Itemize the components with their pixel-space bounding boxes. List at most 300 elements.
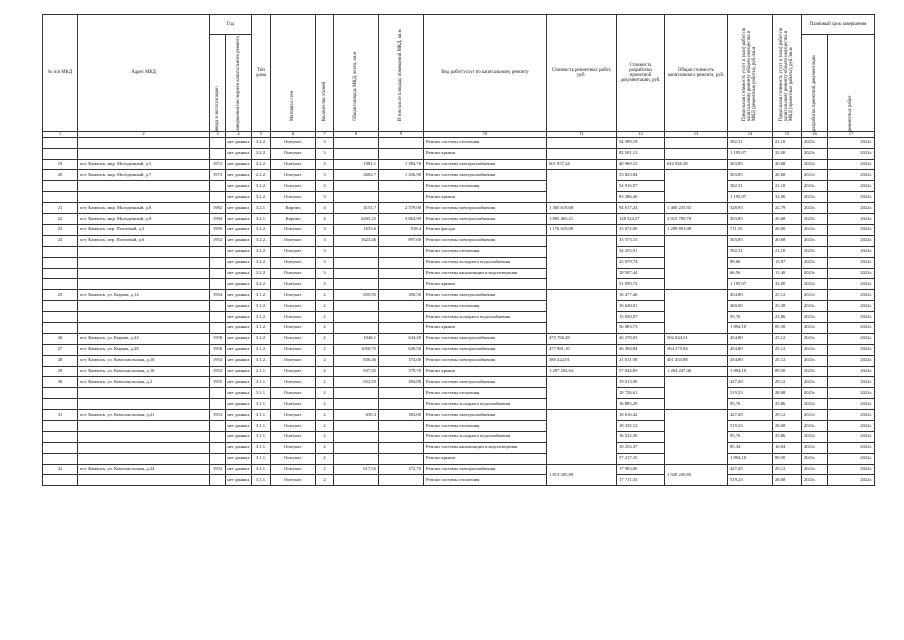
limit-repair-cell: 454,80 bbox=[728, 290, 773, 301]
limit-design-cell: 21,10 bbox=[773, 181, 802, 192]
total-cost-cell bbox=[665, 377, 728, 410]
premises-area-cell bbox=[379, 137, 424, 148]
wall-material-cell: Оштукат. bbox=[271, 431, 316, 442]
header-year-group: Год bbox=[210, 15, 252, 35]
limit-design-cell: 25,12 bbox=[773, 355, 802, 366]
commission-year-cell: 1952 bbox=[210, 235, 226, 246]
design-cost-cell: 19 013,90 bbox=[617, 377, 665, 388]
floors-cell: 2 bbox=[316, 344, 334, 355]
address-cell: пгт. Каменск, пер. Почтовый, д.6 bbox=[78, 235, 210, 246]
limit-repair-cell: 85,34 bbox=[728, 442, 773, 453]
house-type-cell: 3.1.1. bbox=[252, 410, 271, 421]
plan-design-cell: 2021г. bbox=[802, 148, 828, 159]
design-cost-cell: 16 648,01 bbox=[617, 301, 665, 312]
premises-area-cell bbox=[379, 246, 424, 257]
last-repair-cell: нет данных bbox=[226, 137, 252, 148]
plan-repair-cell: 2022г. bbox=[828, 333, 875, 344]
commission-year-cell bbox=[210, 257, 226, 268]
work-type-cell: Ремонт системы холодного водоснабжения bbox=[424, 399, 547, 410]
wall-material-cell: Оштукат. bbox=[271, 301, 316, 312]
premises-area-cell bbox=[379, 148, 424, 159]
work-type-cell: Ремонт системы электроснабжения bbox=[424, 235, 547, 246]
floors-cell: 2 bbox=[316, 453, 334, 464]
limit-repair-cell: 303,85 bbox=[728, 159, 773, 170]
plan-design-cell: 2021г. bbox=[802, 192, 828, 203]
plan-repair-cell: 2022г. bbox=[828, 235, 875, 246]
table-row bbox=[43, 137, 875, 148]
plan-design-cell: 2021г. bbox=[802, 137, 828, 148]
total-cost-cell bbox=[665, 137, 728, 148]
premises-area-cell: 379,70 bbox=[379, 366, 424, 377]
plan-repair-cell: 2022г. bbox=[828, 464, 875, 475]
commission-year-cell: 1958 bbox=[210, 344, 226, 355]
limit-design-cell: 25,12 bbox=[773, 290, 802, 301]
house-type-cell: 3.1.2. bbox=[252, 333, 271, 344]
commission-year-cell bbox=[210, 475, 226, 486]
column-number: 3 bbox=[210, 132, 226, 138]
header-plan-group: Плановый срок завершения bbox=[802, 15, 875, 35]
address-cell bbox=[78, 148, 210, 159]
repair-cost-cell bbox=[547, 148, 617, 159]
house-type-cell: 3.1.1. bbox=[252, 453, 271, 464]
work-type-cell: Ремонт системы отопления bbox=[424, 420, 547, 431]
limit-design-cell: 28,68 bbox=[773, 420, 802, 431]
commission-year-cell: 1952 bbox=[210, 366, 226, 377]
total-area-cell: 4151,7 bbox=[334, 203, 379, 214]
work-type-cell: Ремонт системы электроснабжения bbox=[424, 377, 547, 388]
house-type-cell: 3.2.2. bbox=[252, 181, 271, 192]
column-number: 17 bbox=[828, 132, 875, 138]
premises-area-cell bbox=[379, 181, 424, 192]
premises-area-cell bbox=[379, 312, 424, 323]
design-cost-cell: 18 726,61 bbox=[617, 388, 665, 399]
floors-cell: 2 bbox=[316, 410, 334, 421]
work-type-cell: Ремонт системы отопления bbox=[424, 181, 547, 192]
table-row bbox=[43, 235, 875, 246]
address-cell: пгт. Каменск, ул. Комсомольская, д.16 bbox=[78, 366, 210, 377]
wall-material-cell: Оштукат. bbox=[271, 246, 316, 257]
work-type-cell: Ремонт крыши bbox=[424, 366, 547, 377]
plan-repair-cell: 2022г. bbox=[828, 290, 875, 301]
table-row bbox=[43, 442, 875, 453]
table-row bbox=[43, 224, 875, 235]
limit-design-cell: 89,50 bbox=[773, 453, 802, 464]
address-cell bbox=[78, 181, 210, 192]
header-row-number: № п/п МКД bbox=[43, 15, 78, 132]
limit-design-cell: 13,97 bbox=[773, 257, 802, 268]
limit-repair-cell: 382,31 bbox=[728, 181, 773, 192]
premises-area-cell bbox=[379, 442, 424, 453]
plan-design-cell: 2021г. bbox=[802, 214, 828, 225]
floors-cell: 2 bbox=[316, 399, 334, 410]
design-cost-cell: 94 617,24 bbox=[617, 203, 665, 214]
plan-repair-cell: 2022г. bbox=[828, 246, 875, 257]
design-cost-cell: 18 335,12 bbox=[617, 420, 665, 431]
plan-design-cell: 2021г. bbox=[802, 377, 828, 388]
address-cell: пгт. Каменск, ул. Кирова, д.28 bbox=[78, 344, 210, 355]
address-cell bbox=[78, 312, 210, 323]
limit-repair-cell: 454,80 bbox=[728, 333, 773, 344]
work-type-cell: Ремонт системы электроснабжения bbox=[424, 344, 547, 355]
row-number: 32 bbox=[43, 464, 78, 475]
wall-material-cell: Оштукат. bbox=[271, 181, 316, 192]
floors-cell: 3 bbox=[316, 181, 334, 192]
plan-design-cell: 2021г. bbox=[802, 268, 828, 279]
total-area-cell bbox=[334, 268, 379, 279]
wall-material-cell: Оштукат. bbox=[271, 475, 316, 486]
total-area-cell: 639,3 bbox=[334, 410, 379, 421]
last-repair-cell: нет данных bbox=[226, 322, 252, 333]
column-number: 6 bbox=[271, 132, 316, 138]
house-type-cell: 3.1.2. bbox=[252, 301, 271, 312]
column-number: 10 bbox=[424, 132, 547, 138]
premises-area-cell: 649,50 bbox=[379, 344, 424, 355]
repair-cost-cell: 1 365 618,68 bbox=[547, 203, 617, 214]
design-cost-cell: 40 969,15 bbox=[617, 159, 665, 170]
wall-material-cell: Оштукат. bbox=[271, 224, 316, 235]
plan-repair-cell: 2022г. bbox=[828, 181, 875, 192]
floors-cell: 2 bbox=[316, 355, 334, 366]
work-type-cell: Ремонт крыши bbox=[424, 192, 547, 203]
commission-year-cell: 1972 bbox=[210, 159, 226, 170]
house-type-cell: 3.2.2. bbox=[252, 246, 271, 257]
row-number bbox=[43, 137, 78, 148]
total-area-cell bbox=[334, 388, 379, 399]
commission-year-cell bbox=[210, 268, 226, 279]
limit-repair-cell: 95,76 bbox=[728, 431, 773, 442]
last-repair-cell: нет данных bbox=[226, 203, 252, 214]
wall-material-cell: Оштукат. bbox=[271, 322, 316, 333]
table-row bbox=[43, 301, 875, 312]
commission-year-cell bbox=[210, 388, 226, 399]
repair-cost-cell bbox=[547, 137, 617, 148]
limit-design-cell: 25,12 bbox=[773, 344, 802, 355]
premises-area-cell bbox=[379, 388, 424, 399]
limit-design-cell: 29,12 bbox=[773, 377, 802, 388]
address-cell: пгт. Каменск, ул. Кирова, д.14 bbox=[78, 290, 210, 301]
header-work-type: Вид работ/услуг по капитальному ремонту bbox=[424, 15, 547, 132]
premises-area-cell: 3 864,80 bbox=[379, 214, 424, 225]
commission-year-cell bbox=[210, 246, 226, 257]
work-type-cell: Ремонт системы отопления bbox=[424, 137, 547, 148]
last-repair-cell: нет данных bbox=[226, 453, 252, 464]
last-repair-cell: нет данных bbox=[226, 388, 252, 399]
row-number: 30 bbox=[43, 377, 78, 388]
floors-cell: 2 bbox=[316, 377, 334, 388]
column-number: 2 bbox=[78, 132, 210, 138]
commission-year-cell: 1984 bbox=[210, 214, 226, 225]
column-number: 4 bbox=[226, 132, 252, 138]
total-area-cell: 1623,46 bbox=[334, 235, 379, 246]
limit-design-cell: 89,50 bbox=[773, 366, 802, 377]
work-type-cell: Ремонт системы электроснабжения bbox=[424, 214, 547, 225]
limit-repair-cell: 1 894,10 bbox=[728, 366, 773, 377]
row-number bbox=[43, 181, 78, 192]
premises-area-cell bbox=[379, 453, 424, 464]
total-area-cell: 836,46 bbox=[334, 355, 379, 366]
plan-design-cell: 2021г. bbox=[802, 464, 828, 475]
table-row bbox=[43, 431, 875, 442]
plan-design-cell: 2021г. bbox=[802, 312, 828, 323]
premises-area-cell bbox=[379, 257, 424, 268]
plan-repair-cell: 2022г. bbox=[828, 137, 875, 148]
header-total-area: Общая площадь МКД, всего, кв.м bbox=[334, 15, 379, 132]
wall-material-cell: Оштукат. bbox=[271, 388, 316, 399]
floors-cell: 2 bbox=[316, 322, 334, 333]
design-cost-cell: 53 823,84 bbox=[617, 170, 665, 181]
floors-cell: 3 bbox=[316, 268, 334, 279]
limit-repair-cell: 1 195,07 bbox=[728, 148, 773, 159]
last-repair-cell: нет данных bbox=[226, 333, 252, 344]
address-cell bbox=[78, 279, 210, 290]
limit-repair-cell: 427,20 bbox=[728, 464, 773, 475]
total-area-cell: 1046,1 bbox=[334, 333, 379, 344]
commission-year-cell: 1955 bbox=[210, 377, 226, 388]
floors-cell: 2 bbox=[316, 312, 334, 323]
commission-year-cell: 1954 bbox=[210, 355, 226, 366]
last-repair-cell: нет данных bbox=[226, 214, 252, 225]
limit-repair-cell: 1 195,07 bbox=[728, 192, 773, 203]
plan-design-cell: 2021г. bbox=[802, 410, 828, 421]
wall-material-cell: Оштукат. bbox=[271, 312, 316, 323]
total-area-cell: 1981,1 bbox=[334, 159, 379, 170]
header-commission-year: ввода в эксплуатацию bbox=[210, 35, 226, 132]
limit-repair-cell: 454,80 bbox=[728, 355, 773, 366]
limit-design-cell: 25,12 bbox=[773, 333, 802, 344]
repair-cost-cell: 601 957,24 bbox=[547, 159, 617, 170]
work-type-cell: Ремонт системы канализации и водоотведения bbox=[424, 268, 547, 279]
total-area-cell: 617,55 bbox=[334, 464, 379, 475]
work-type-cell: Ремонт крыши bbox=[424, 453, 547, 464]
design-cost-cell: 16 532,30 bbox=[617, 431, 665, 442]
limit-design-cell: 32,00 bbox=[773, 148, 802, 159]
floors-cell: 2 bbox=[316, 442, 334, 453]
floors-cell: 4 bbox=[316, 214, 334, 225]
plan-repair-cell: 2022г. bbox=[828, 355, 875, 366]
house-type-cell: 3.2.2. bbox=[252, 235, 271, 246]
wall-material-cell: Кирпич bbox=[271, 203, 316, 214]
column-number: 5 bbox=[252, 132, 271, 138]
premises-area-cell: 374,00 bbox=[379, 355, 424, 366]
header-repair-cost: Стоимость ремонтных работ, руб. bbox=[547, 15, 617, 132]
design-cost-cell: 56 083,73 bbox=[617, 322, 665, 333]
plan-design-cell: 2021г. bbox=[802, 235, 828, 246]
wall-material-cell: Оштукат. bbox=[271, 192, 316, 203]
work-type-cell: Ремонт крыши bbox=[424, 279, 547, 290]
plan-design-cell: 2021г. bbox=[802, 431, 828, 442]
limit-repair-cell: 382,31 bbox=[728, 137, 773, 148]
total-area-cell bbox=[334, 322, 379, 333]
repair-cost-cell: 475 766,28 bbox=[547, 333, 617, 344]
limit-repair-cell: 95,76 bbox=[728, 399, 773, 410]
table-row bbox=[43, 214, 875, 225]
house-type-cell: 2.2.2. bbox=[252, 170, 271, 181]
total-cost-cell: 642 926,38 bbox=[665, 159, 728, 170]
limit-design-cell: 16,04 bbox=[773, 442, 802, 453]
row-number: 21 bbox=[43, 203, 78, 214]
plan-repair-cell: 2022г. bbox=[828, 388, 875, 399]
column-number: 8 bbox=[334, 132, 379, 138]
premises-area-cell: 394,80 bbox=[379, 377, 424, 388]
wall-material-cell: Оштукат. bbox=[271, 268, 316, 279]
address-cell: пгт. Каменск, мкр. Молодежный, д.7 bbox=[78, 170, 210, 181]
floors-cell: 3 bbox=[316, 224, 334, 235]
wall-material-cell: Оштукат. bbox=[271, 377, 316, 388]
total-area-cell bbox=[334, 312, 379, 323]
floors-cell: 3 bbox=[316, 148, 334, 159]
total-area-cell: 2602,7 bbox=[334, 170, 379, 181]
plan-repair-cell: 2022г. bbox=[828, 453, 875, 464]
plan-repair-cell: 2022г. bbox=[828, 322, 875, 333]
table-row bbox=[43, 366, 875, 377]
column-number: 16 bbox=[802, 132, 828, 138]
limit-repair-cell: 89,06 bbox=[728, 257, 773, 268]
plan-repair-cell: 2022г. bbox=[828, 192, 875, 203]
last-repair-cell: нет данных bbox=[226, 290, 252, 301]
house-type-cell: 3.1.2. bbox=[252, 344, 271, 355]
row-number: 28 bbox=[43, 355, 78, 366]
last-repair-cell: нет данных bbox=[226, 442, 252, 453]
house-type-cell: 3.1.1. bbox=[252, 464, 271, 475]
premises-area-cell: 2 579,00 bbox=[379, 203, 424, 214]
limit-repair-cell: 1 894,10 bbox=[728, 322, 773, 333]
work-type-cell: Ремонт системы отопления bbox=[424, 246, 547, 257]
plan-design-cell: 2021г. bbox=[802, 203, 828, 214]
limit-repair-cell: 454,80 bbox=[728, 344, 773, 355]
last-repair-cell: нет данных bbox=[226, 355, 252, 366]
total-area-cell: 1653,6 bbox=[334, 224, 379, 235]
commission-year-cell: 1982 bbox=[210, 203, 226, 214]
address-cell bbox=[78, 420, 210, 431]
design-cost-cell: 83 286,40 bbox=[617, 192, 665, 203]
work-type-cell: Ремонт системы электроснабжения bbox=[424, 290, 547, 301]
premises-area-cell bbox=[379, 399, 424, 410]
last-repair-cell: нет данных bbox=[226, 344, 252, 355]
repair-cost-cell: 477 881,10 bbox=[547, 344, 617, 355]
premises-area-cell: 1 384,70 bbox=[379, 159, 424, 170]
row-number bbox=[43, 268, 78, 279]
house-type-cell: 3.1.1. bbox=[252, 475, 271, 486]
commission-year-cell bbox=[210, 301, 226, 312]
wall-material-cell: Оштукат. bbox=[271, 279, 316, 290]
plan-repair-cell: 2022г. bbox=[828, 410, 875, 421]
header-premises-area: В том числе площадь помещений МКД, кв.м bbox=[379, 15, 424, 132]
plan-design-cell: 2021г. bbox=[802, 257, 828, 268]
total-cost-cell: 504 275,94 bbox=[665, 344, 728, 355]
commission-year-cell bbox=[210, 192, 226, 203]
floors-cell: 3 bbox=[316, 170, 334, 181]
commission-year-cell: 1953 bbox=[210, 464, 226, 475]
plan-design-cell: 2021г. bbox=[802, 159, 828, 170]
address-cell bbox=[78, 388, 210, 399]
plan-repair-cell: 2022г. bbox=[828, 224, 875, 235]
house-type-cell: 3.2.2. bbox=[252, 279, 271, 290]
work-type-cell: Ремонт системы отопления bbox=[424, 388, 547, 399]
limit-design-cell: 85,50 bbox=[773, 322, 802, 333]
row-number: 20 bbox=[43, 170, 78, 181]
total-cost-cell: 1 920 240,85 bbox=[665, 464, 728, 486]
commission-year-cell bbox=[210, 453, 226, 464]
row-number bbox=[43, 312, 78, 323]
wall-material-cell: Оштукат. bbox=[271, 290, 316, 301]
limit-design-cell: 29,12 bbox=[773, 410, 802, 421]
plan-design-cell: 2021г. bbox=[802, 279, 828, 290]
last-repair-cell: нет данных bbox=[226, 301, 252, 312]
house-type-cell: 3.2.2. bbox=[252, 148, 271, 159]
premises-area-cell bbox=[379, 268, 424, 279]
total-cost-cell bbox=[665, 170, 728, 203]
table-row bbox=[43, 192, 875, 203]
limit-repair-cell: 95,76 bbox=[728, 312, 773, 323]
design-cost-cell: 26 278,03 bbox=[617, 333, 665, 344]
commission-year-cell: 1953 bbox=[210, 410, 226, 421]
limit-design-cell: 22,79 bbox=[773, 203, 802, 214]
wall-material-cell: Оштукат. bbox=[271, 159, 316, 170]
header-floors: Количество этажей bbox=[316, 15, 334, 132]
design-cost-cell: 21 011,58 bbox=[617, 355, 665, 366]
table-row bbox=[43, 377, 875, 388]
table-row bbox=[43, 344, 875, 355]
commission-year-cell bbox=[210, 181, 226, 192]
plan-repair-cell: 2022г. bbox=[828, 344, 875, 355]
design-cost-cell: 17 983,06 bbox=[617, 464, 665, 475]
address-cell: пгт. Каменск, ул. Комсомольская, д.10 bbox=[78, 355, 210, 366]
address-cell bbox=[78, 399, 210, 410]
house-type-cell: 3.1.2. bbox=[252, 322, 271, 333]
total-area-cell bbox=[334, 399, 379, 410]
wall-material-cell: Оштукат. bbox=[271, 333, 316, 344]
floors-cell: 3 bbox=[316, 257, 334, 268]
row-number: 23 bbox=[43, 224, 78, 235]
row-number bbox=[43, 475, 78, 486]
total-area-cell bbox=[334, 442, 379, 453]
limit-design-cell: 25,38 bbox=[773, 301, 802, 312]
plan-design-cell: 2021г. bbox=[802, 322, 828, 333]
limit-repair-cell: 711,55 bbox=[728, 224, 773, 235]
total-area-cell bbox=[334, 257, 379, 268]
total-area-cell bbox=[334, 279, 379, 290]
house-type-cell: 3.1.1. bbox=[252, 420, 271, 431]
limit-repair-cell: 303,85 bbox=[728, 235, 773, 246]
limit-repair-cell: 427,20 bbox=[728, 410, 773, 421]
last-repair-cell: нет данных bbox=[226, 464, 252, 475]
limit-repair-cell: 519,23 bbox=[728, 388, 773, 399]
limit-design-cell: 25,86 bbox=[773, 431, 802, 442]
plan-repair-cell: 2022г. bbox=[828, 366, 875, 377]
plan-repair-cell: 2022г. bbox=[828, 148, 875, 159]
limit-design-cell: 25,86 bbox=[773, 399, 802, 410]
total-area-cell bbox=[334, 301, 379, 312]
commission-year-cell bbox=[210, 442, 226, 453]
design-cost-cell: 33 072,00 bbox=[617, 224, 665, 235]
plan-design-cell: 2021г. bbox=[802, 301, 828, 312]
plan-design-cell: 2021г. bbox=[802, 366, 828, 377]
plan-design-cell: 2021г. bbox=[802, 388, 828, 399]
commission-year-cell bbox=[210, 431, 226, 442]
premises-area-cell bbox=[379, 301, 424, 312]
header-plan-repair: ремонтных работ bbox=[828, 35, 875, 132]
work-type-cell: Ремонт фасада bbox=[424, 224, 547, 235]
floors-cell: 3 bbox=[316, 159, 334, 170]
last-repair-cell: нет данных bbox=[226, 431, 252, 442]
work-type-cell: Ремонт системы электроснабжения bbox=[424, 159, 547, 170]
header-last-repair-year: завершения последнего капитального ремонта bbox=[226, 35, 252, 132]
limit-design-cell: 11,40 bbox=[773, 268, 802, 279]
row-number bbox=[43, 246, 78, 257]
table-row bbox=[43, 333, 875, 344]
address-cell: пгт. Каменск, ул. Комсомольская, д.24 bbox=[78, 464, 210, 475]
floors-cell: 2 bbox=[316, 388, 334, 399]
